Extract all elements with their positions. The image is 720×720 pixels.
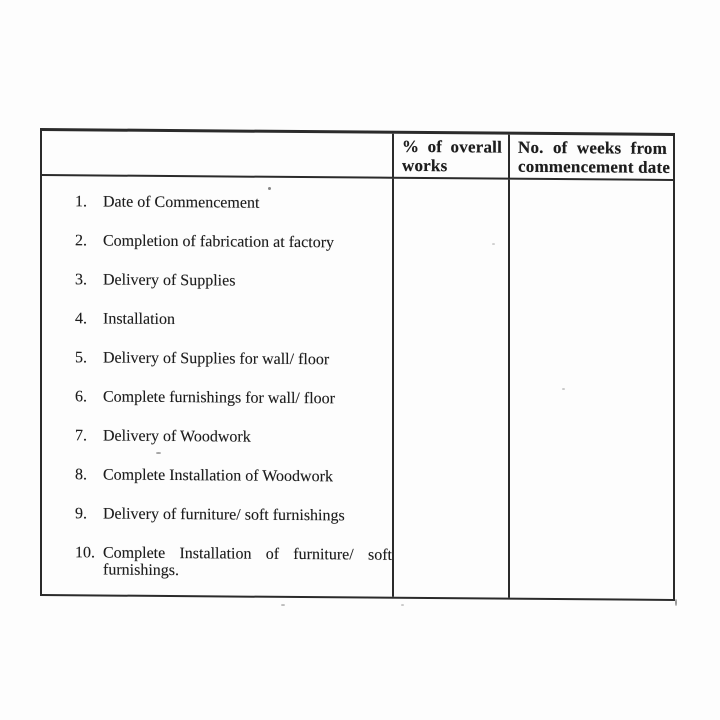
milestone-text-line-2: furnishings. [103,561,179,580]
scan-speckle [492,243,495,245]
milestone-schedule-table [40,128,675,601]
milestone-row-3 [75,271,392,290]
milestone-number: 5. [75,349,87,367]
header-cell-weeks-from-commencement [508,135,673,181]
percent-values-cell-empty [392,179,508,598]
header-line-percent-of-overall: % of overall [402,136,502,157]
milestone-text: Complete Installation of Woodwork [103,466,333,486]
milestone-number: 1. [75,193,87,211]
milestone-text: Delivery of Woodwork [103,427,251,446]
milestone-text: Date of Commencement [103,193,260,212]
milestone-text: Installation [103,310,175,329]
milestone-number: 4. [75,310,87,328]
milestone-row-1 [75,193,392,212]
header-line-works: works [402,155,448,176]
milestone-text: Delivery of Supplies [103,271,236,290]
milestone-row-2 [75,232,392,251]
scan-speckle [281,604,285,606]
milestone-row-4 [75,310,392,329]
milestone-number: 8. [75,466,87,484]
milestone-row-8 [75,466,392,485]
milestone-number: 9. [75,505,87,523]
header-line-commencement-date: commencement date [518,156,671,177]
milestone-number: 2. [75,232,87,250]
weeks-values-cell-empty [508,180,673,599]
milestone-number: 3. [75,271,87,289]
milestone-text: Delivery of Supplies for wall/ floor [103,349,330,369]
header-cell-percent-of-overall-works [392,134,508,180]
milestone-text: Complete furnishings for wall/ floor [103,388,335,408]
milestone-row-6 [75,388,392,407]
milestone-number: 7. [75,427,87,445]
milestone-text: Delivery of furniture/ soft furnishings [103,505,345,525]
scan-speckle [675,599,677,606]
milestone-list-cell [42,176,392,597]
scan-speckle [268,187,271,190]
milestone-text: Completion of fabrication at factory [103,232,335,252]
milestone-number: 6. [75,388,87,406]
scan-speckle [562,388,565,390]
scan-speckle [156,452,161,454]
header-line-no-of-weeks-from: No. of weeks from [518,137,667,158]
milestone-number: 10. [75,544,95,562]
header-cell-milestones-empty [42,131,392,179]
milestone-text-line-1: Complete Installation of furniture/ soft [103,544,392,564]
milestone-row-7 [75,427,392,446]
scan-speckle [401,604,404,606]
milestone-row-9 [75,505,392,524]
milestone-row-5 [75,349,392,368]
milestone-row-10 [75,544,392,580]
